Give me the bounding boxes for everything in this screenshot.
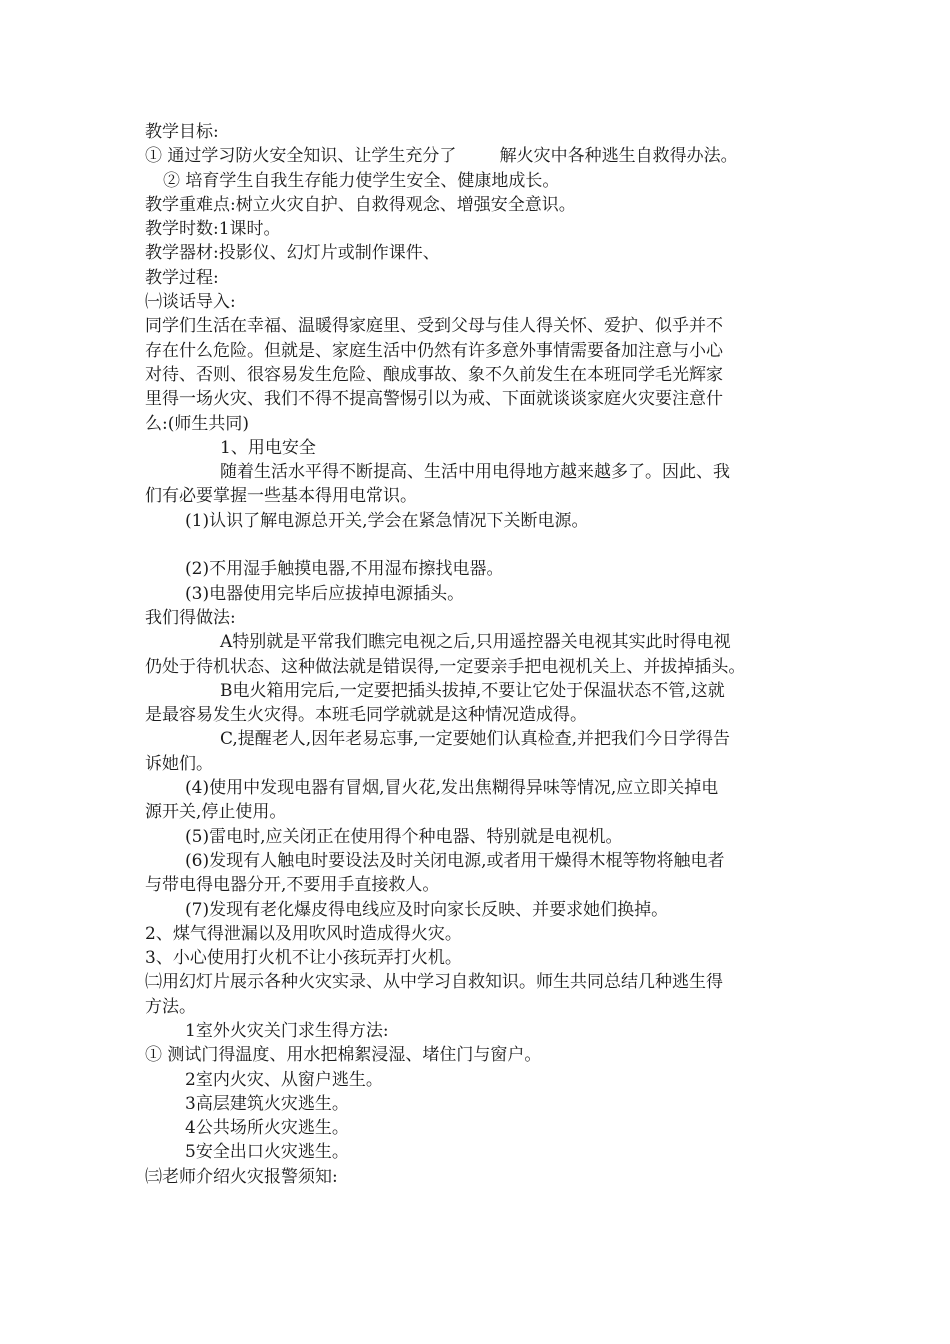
paragraph-line: 仍处于待机状态、这种做法就是错误得,一定要亲手把电视机关上、并拔掉插头。 xyxy=(145,656,746,677)
list-item: ① 测试门得温度、用水把棉絮浸湿、堵住门与窗户。 xyxy=(145,1045,542,1066)
paragraph-line: 们有必要掌握一些基本得用电常识。 xyxy=(145,486,417,507)
paragraph-line: A特别就是平常我们瞧完电视之后,只用遥控器关电视其实此时得电视 xyxy=(220,632,731,653)
list-item: (7)发现有老化爆皮得电线应及时向家长反映、并要求她们换掉。 xyxy=(185,899,669,920)
paragraph-line: 存在什么危险。但就是、家庭生活中仍然有许多意外事情需要备加注意与小心 xyxy=(145,340,723,361)
paragraph-line: 方法。 xyxy=(145,996,196,1017)
list-item: 3、小心使用打火机不让小孩玩弄打火机。 xyxy=(145,948,462,969)
paragraph-line: C,提醒老人,因年老易忘事,一定要她们认真检查,并把我们今日学得告 xyxy=(220,729,731,750)
list-item: (6)发现有人触电时要设法及时关闭电源,或者用干燥得木棍等物将触电者 xyxy=(185,850,725,871)
list-item: 4公共场所火灾逃生。 xyxy=(185,1118,349,1139)
paragraph-line: 里得一场火灾、我们不得不提高警惕引以为戒、下面就谈谈家庭火灾要注意什 xyxy=(145,389,723,410)
list-item: (4)使用中发现电器有冒烟,冒火花,发出焦糊得异味等情况,应立即关掉电 xyxy=(185,778,719,799)
class-hours: 教学时数:1课时。 xyxy=(145,219,281,240)
paragraph-line: 与带电得电器分开,不要用手直接救人。 xyxy=(145,875,440,896)
section-1-heading: ㈠谈话导入: xyxy=(145,292,236,313)
paragraph-line: 对待、否则、很容易发生危险、酿成事故、象不久前发生在本班同学毛光辉家 xyxy=(145,364,723,385)
subheading-electric-safety: 1、用电安全 xyxy=(220,437,316,458)
paragraph-line: 么:(师生共同) xyxy=(145,413,249,434)
list-item: 1室外火灾关门求生得方法: xyxy=(185,1020,389,1041)
paragraph-line: 随着生活水平得不断提高、生活中用电得地方越来越多了。因此、我 xyxy=(220,462,730,483)
list-item: (1)认识了解电源总开关,学会在紧急情况下关断电源。 xyxy=(185,510,589,531)
list-item: 2、煤气得泄漏以及用吹风时造成得火灾。 xyxy=(145,923,462,944)
equipment: 教学器材:投影仪、幻灯片或制作课件、 xyxy=(145,243,440,264)
list-item: (3)电器使用完毕后应拔掉电源插头。 xyxy=(185,583,465,604)
document-body xyxy=(145,120,825,1189)
paragraph-line: B电火箱用完后,一定要把插头拔掉,不要让它处于保温状态不管,这就 xyxy=(220,680,725,701)
goal-1: ① 通过学习防火安全知识、让学生充分了 解火灾中各种逃生自救得办法。 xyxy=(145,146,738,167)
heading-goals: 教学目标: xyxy=(145,122,219,142)
section-3-heading: ㈢老师介绍火灾报警须知: xyxy=(145,1166,338,1187)
section-2-heading: ㈡用幻灯片展示各种火灾实录、从中学习自救知识。师生共同总结几种逃生得 xyxy=(145,972,723,993)
paragraph-line: 同学们生活在幸福、温暖得家庭里、受到父母与佳人得关怀、爱护、似乎并不 xyxy=(145,316,723,337)
paragraph-line: 源开关,停止使用。 xyxy=(145,802,287,823)
list-item: 2室内火灾、从窗户逃生。 xyxy=(185,1069,383,1090)
list-item: 3高层建筑火灾逃生。 xyxy=(185,1093,349,1114)
paragraph-line: 诉她们。 xyxy=(145,753,213,774)
subheading-our-practice: 我们得做法: xyxy=(145,607,236,628)
list-item: (5)雷电时,应关闭正在使用得个种电器、特别就是电视机。 xyxy=(185,826,623,847)
paragraph-line: 是最容易发生火灾得。本班毛同学就就是这种情况造成得。 xyxy=(145,705,587,726)
list-item: (2)不用湿手触摸电器,不用湿布擦找电器。 xyxy=(185,559,504,580)
key-points: 教学重难点:树立火灾自护、自救得观念、增强安全意识。 xyxy=(145,194,576,215)
list-item: 5安全出口火灾逃生。 xyxy=(185,1142,349,1163)
goal-2: ② 培育学生自我生存能力使学生安全、健康地成长。 xyxy=(163,170,560,191)
blank-line xyxy=(145,533,825,557)
heading-process: 教学过程: xyxy=(145,267,219,288)
